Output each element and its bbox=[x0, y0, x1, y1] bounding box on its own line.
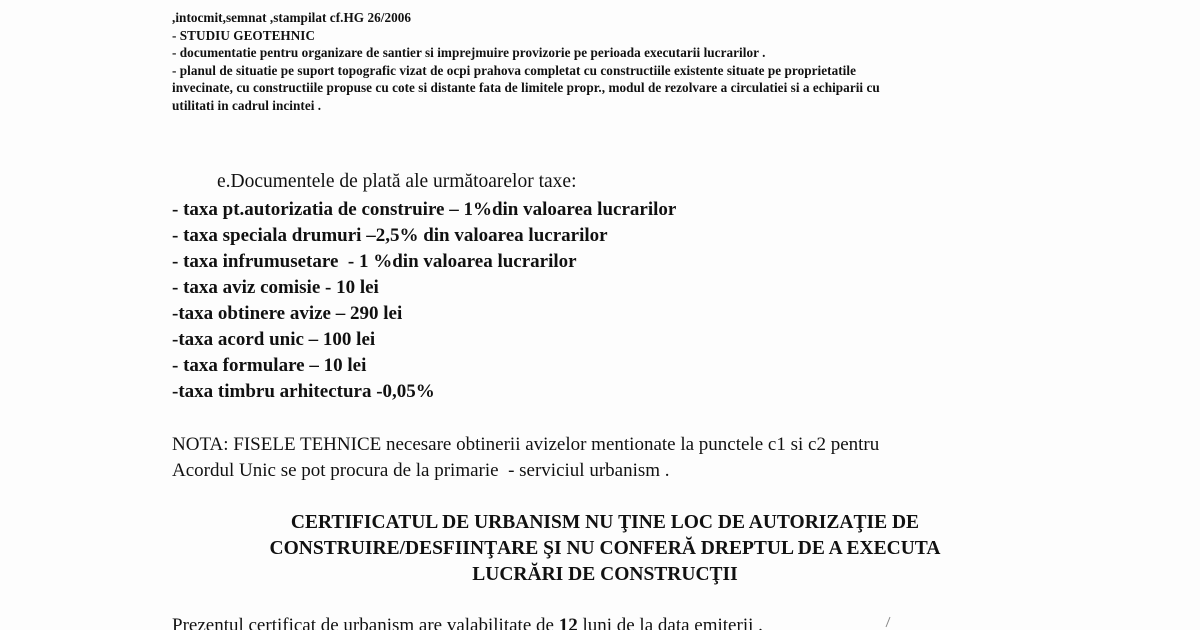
requirement-line: - STUDIU GEOTEHNIC bbox=[172, 27, 316, 43]
requirement-line: - documentatie pentru organizare de santier si imprejmuire provizorie pe perioada executarii lucrarilor . bbox=[172, 45, 766, 60]
tax-item: - taxa pt.autorizatia de construire – 1%din valoarea lucrarilor bbox=[172, 199, 677, 220]
tax-item: - taxa formulare – 10 lei bbox=[172, 355, 367, 376]
tax-item: -taxa acord unic – 100 lei bbox=[172, 329, 376, 350]
nota-line: Acordul Unic se pot procura de la primarie - serviciul urbanism . bbox=[172, 460, 670, 481]
tax-item: -taxa obtinere avize – 290 lei bbox=[172, 303, 403, 324]
nota-paragraph bbox=[172, 432, 1072, 484]
requirement-line: invecinate, cu constructiile propuse cu cote si distante fata de limitele propr., modul de rezolvare a circulatiei si a echiparii cu bbox=[172, 80, 880, 95]
certificate-notice-line: CERTIFICATUL DE URBANISM NU ŢINE LOC DE AUTORIZAŢIE DE bbox=[290, 512, 920, 533]
validity-months: 12 bbox=[558, 615, 578, 630]
section-e-heading: e.Documentele de plată ale următoarelor taxe: bbox=[217, 171, 577, 192]
validity-suffix: luni de la data emiterii . bbox=[577, 615, 763, 630]
certificate-notice bbox=[172, 510, 1038, 588]
tax-item: -taxa timbru arhitectura -0,05% bbox=[172, 381, 435, 402]
validity-statement bbox=[172, 613, 763, 630]
pen-mark-icon bbox=[884, 616, 892, 628]
tax-item: - taxa aviz comisie - 10 lei bbox=[172, 277, 379, 298]
tax-list bbox=[172, 197, 676, 405]
certificate-notice-line: CONSTRUIRE/DESFIINŢARE ŞI NU CONFERĂ DREPTUL DE A EXECUTA bbox=[269, 538, 941, 559]
validity-prefix: Prezentul certificat de urbanism are valabilitate de bbox=[172, 615, 559, 630]
requirement-line: utilitati in cadrul incintei . bbox=[172, 97, 322, 113]
requirement-line: ,intocmit,semnat ,stampilat cf.HG 26/2006 bbox=[172, 10, 412, 25]
certificate-notice-line: LUCRĂRI DE CONSTRUCŢII bbox=[472, 564, 738, 585]
nota-line: NOTA: FISELE TEHNICE necesare obtinerii avizelor mentionate la punctele c1 si c2 pentru bbox=[172, 434, 880, 455]
tax-item: - taxa speciala drumuri –2,5% din valoarea lucrarilor bbox=[172, 225, 608, 246]
tax-item: - taxa infrumusetare - 1 %din valoarea lucrarilor bbox=[172, 251, 577, 272]
requirement-line: - planul de situatie pe suport topografic vizat de ocpi prahova completat cu constructiile existente situate pe proprietatile bbox=[172, 62, 856, 78]
requirements-list-continued bbox=[172, 0, 1112, 114]
